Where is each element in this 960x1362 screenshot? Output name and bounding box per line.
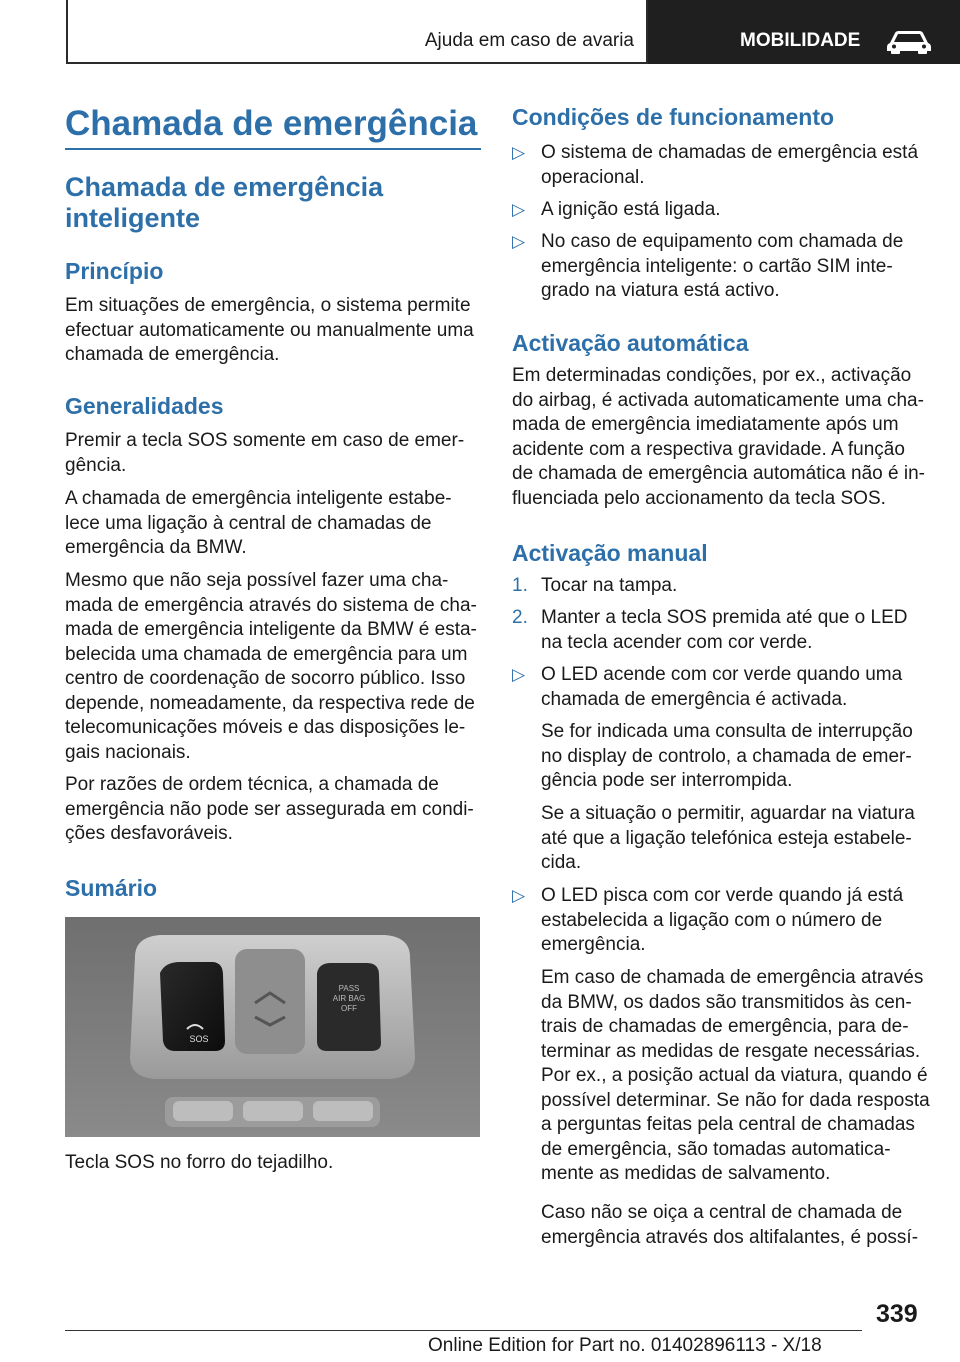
- paragraph-principio: [65, 294, 485, 368]
- text-line: mente as medidas de salvamento.: [541, 1163, 831, 1184]
- step-number: 2.: [512, 607, 528, 628]
- text-line: O LED pisca com cor verde quando já está: [541, 885, 904, 906]
- section-label: MOBILIDADE: [740, 30, 861, 51]
- text-line: No caso de equipamento com chamada de: [541, 231, 904, 252]
- heading-sumario: Sumário: [65, 875, 158, 901]
- text-line: grado na viatura está activo.: [541, 280, 780, 301]
- page-number: 339: [876, 1300, 918, 1328]
- photo-pass-label: PASS: [338, 984, 360, 993]
- text-line: Premir a tecla SOS somente em caso de emer‐: [65, 430, 465, 451]
- text-line: gência.: [65, 454, 127, 476]
- footer-divider: [65, 1330, 862, 1331]
- text-line: mada de emergência através do sistema de cha‐: [65, 594, 477, 616]
- text-line: terminar as medidas de resgate necessárias.: [541, 1040, 921, 1062]
- text-line: Manter a tecla SOS premida até que o LED: [541, 607, 908, 628]
- text-line: Em situações de emergência, o sistema permite: [65, 295, 471, 316]
- text-line: chamada de emergência.: [65, 344, 280, 365]
- text-line: emergência da BMW.: [65, 537, 247, 558]
- footer-edition: Online Edition for Part no. 01402896113 - X/18: [428, 1335, 822, 1356]
- text-line: gais nacionais.: [65, 741, 191, 763]
- text-line: Caso não se oiça a central de chamada de: [541, 1202, 903, 1223]
- photo-caption: Tecla SOS no forro do tejadilho.: [65, 1152, 334, 1173]
- chapter-title: Ajuda em caso de avaria: [424, 30, 634, 51]
- sub-paragraph: [541, 1201, 936, 1250]
- text-line: Por razões de ordem técnica, a chamada de: [65, 774, 439, 795]
- text-line: centro de coordenação de socorro público. Isso: [65, 668, 466, 689]
- text-line: fluenciada pelo accionamento da tecla SOS.: [512, 487, 886, 509]
- header-chapter-box: [66, 0, 648, 64]
- text-line: Em caso de chamada de emergência através: [541, 967, 924, 988]
- text-line: lece uma ligação à central de chamadas de: [65, 512, 432, 534]
- triangle-bullet-icon: ▷: [512, 665, 526, 684]
- text-line: a perguntas feitas pela central de chamadas: [541, 1114, 915, 1135]
- text-line: depende, nomeadamente, da respectiva rede de: [65, 692, 475, 714]
- sub-paragraph: [541, 966, 936, 1187]
- sub-paragraph: [541, 720, 936, 794]
- step-number: 1.: [512, 575, 528, 596]
- text-line: A chamada de emergência inteligente estabe‐: [65, 488, 452, 509]
- text-line: Em determinadas condições, por ex., activação: [512, 365, 912, 386]
- paragraph-generalidades-3: [65, 569, 485, 765]
- text-line: de emergência, são tomadas automatica‐: [541, 1138, 891, 1160]
- text-line: estabelecida a ligação com o número de: [541, 909, 883, 931]
- heading-activacao-manual: Activação manual: [512, 540, 708, 566]
- text-line: até que a ligação telefónica esteja estabele‐: [541, 827, 912, 849]
- triangle-bullet-icon: ▷: [512, 143, 526, 162]
- heading-activacao-automatica: Activação automática: [512, 330, 749, 356]
- text-line: gência pode ser interrompida.: [541, 770, 793, 791]
- text-line: mada de emergência imediatamente após um: [512, 414, 899, 435]
- title-divider: [65, 148, 481, 150]
- text-line: ções desfavoráveis.: [65, 823, 233, 844]
- text-line: mada de emergência inteligente da BMW é esta‐: [65, 619, 477, 640]
- triangle-bullet-icon: ▷: [512, 232, 526, 251]
- text-line: no display de controlo, a chamada de emer‐: [541, 745, 912, 767]
- text-line: Por ex., a posição actual da viatura, quando é: [541, 1065, 928, 1086]
- text-line: acidente com a respectiva gravidade. A função: [512, 438, 905, 460]
- text-line: Mesmo que não seja possível fazer uma cha‐: [65, 570, 449, 591]
- text-line: belecida uma chamada de emergência para um: [65, 643, 468, 665]
- text-line: O LED acende com cor verde quando uma: [541, 664, 903, 685]
- photo-airbag-label: AIR BAG: [332, 994, 366, 1003]
- text-line: Se for indicada uma consulta de interrupção: [541, 721, 913, 742]
- text-line: emergência não pode ser assegurada em condi‐: [65, 798, 474, 820]
- header-section-box: [648, 0, 960, 64]
- text-line: possível determinar. Se não for dada resposta: [541, 1089, 930, 1111]
- text-line: telecomunicações móveis e das disposições le‐: [65, 717, 466, 738]
- heading-principio: Princípio: [65, 258, 164, 284]
- heading-generalidades: Generalidades: [65, 393, 224, 419]
- text-line: efectuar automaticamente ou manualmente uma: [65, 319, 474, 341]
- section-subtitle: Chamada de emergência inteligente: [65, 172, 384, 233]
- sub-paragraph: [541, 802, 936, 876]
- photo-sos-label: SOS: [189, 1034, 209, 1044]
- text-line: cida.: [541, 852, 582, 873]
- text-line: na tecla acender com cor verde.: [541, 631, 813, 653]
- page-title: Chamada de emergência: [65, 104, 478, 143]
- text-line: O sistema de chamadas de emergência está: [541, 142, 919, 163]
- text-line: A ignição está ligada.: [541, 199, 721, 220]
- triangle-bullet-icon: ▷: [512, 886, 526, 905]
- photo-off-label: OFF: [341, 1004, 357, 1013]
- text-line: emergência inteligente: o cartão SIM inte‐: [541, 255, 893, 277]
- text-line: trais de chamadas de emergência, para de‐: [541, 1016, 909, 1037]
- text-line: chamada de emergência é activada.: [541, 688, 848, 710]
- text-line: emergência através dos altifalantes, é possí‐: [541, 1226, 919, 1248]
- heading-condicoes: Condições de funcionamento: [512, 104, 835, 130]
- text-line: Tocar na tampa.: [541, 575, 678, 596]
- paragraph-generalidades-1: [65, 429, 485, 478]
- paragraph-generalidades-2: [65, 487, 485, 561]
- text-line: do airbag, é activada automaticamente uma cha‐: [512, 389, 924, 411]
- text-line: da BMW, os dados são transmitidos às cen‐: [541, 991, 912, 1013]
- sos-button-photo: [65, 917, 480, 1137]
- text-line: Se a situação o permitir, aguardar na viatura: [541, 803, 915, 824]
- text-line: emergência.: [541, 934, 646, 955]
- text-line: operacional.: [541, 166, 645, 188]
- paragraph-activacao-automatica: [512, 364, 932, 511]
- triangle-bullet-icon: ▷: [512, 200, 526, 219]
- car-icon: [884, 28, 934, 54]
- paragraph-generalidades-4: [65, 773, 485, 847]
- text-line: de chamada de emergência automática não é in‐: [512, 463, 925, 484]
